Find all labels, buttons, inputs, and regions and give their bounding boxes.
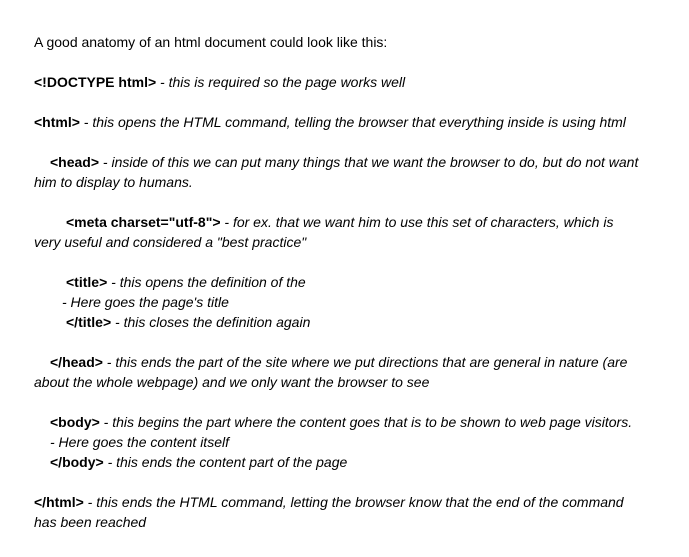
title-content-line: - Here goes the page's title <box>62 294 229 310</box>
meta-description: - for ex. that we want him to use this set of characters, which is <box>220 214 614 230</box>
html-close-description-continued: has been reached <box>34 514 147 530</box>
head-open-line <box>50 152 638 172</box>
title-close-line <box>66 312 310 332</box>
head-close-description-continued: about the whole webpage) and we only want the browser to see <box>34 374 430 390</box>
body-open-tag: <body> <box>50 414 100 430</box>
head-open-description-continued: him to display to humans. <box>34 174 193 190</box>
html-open-line <box>34 112 626 132</box>
body-open-description: - this begins the part where the content goes that is to be shown to web page visitors. <box>99 414 633 430</box>
head-open-description: - inside of this we can put many things that we want the browser to do, but do not want <box>99 154 639 170</box>
body-close-tag: </body> <box>50 454 104 470</box>
head-close-line <box>50 352 627 372</box>
head-close-description: - this ends the part of the site where we put directions that are general in nature (are <box>102 354 628 370</box>
html-close-description: - this ends the HTML command, letting the browser know that the end of the command <box>83 494 624 510</box>
body-open-line <box>50 412 632 432</box>
title-close-tag: </title> <box>66 314 112 330</box>
title-open-line <box>66 272 306 292</box>
title-open-description: - this opens the definition of the <box>107 274 306 290</box>
html-close-tag: </html> <box>34 494 84 510</box>
body-close-line <box>50 452 347 472</box>
head-open-tag: <head> <box>50 154 100 170</box>
doctype-description: - this is required so the page works well <box>156 74 406 90</box>
body-close-description: - this ends the content part of the page <box>103 454 348 470</box>
html-close-line <box>34 492 624 512</box>
meta-description-continued: very useful and considered a "best practice" <box>34 234 307 250</box>
intro-text: A good anatomy of an html document could look like this: <box>34 34 388 50</box>
title-open-tag: <title> <box>66 274 108 290</box>
body-content-line: - Here goes the content itself <box>50 434 229 450</box>
title-close-description: - this closes the definition again <box>111 314 311 330</box>
html-open-description: - this opens the HTML command, telling the browser that everything inside is using html <box>79 114 626 130</box>
doctype-tag: <!DOCTYPE html> <box>34 74 157 90</box>
html-open-tag: <html> <box>34 114 80 130</box>
meta-line <box>66 212 613 232</box>
head-close-tag: </head> <box>50 354 103 370</box>
doctype-line <box>34 72 405 92</box>
meta-tag: <meta charset="utf-8"> <box>66 214 221 230</box>
